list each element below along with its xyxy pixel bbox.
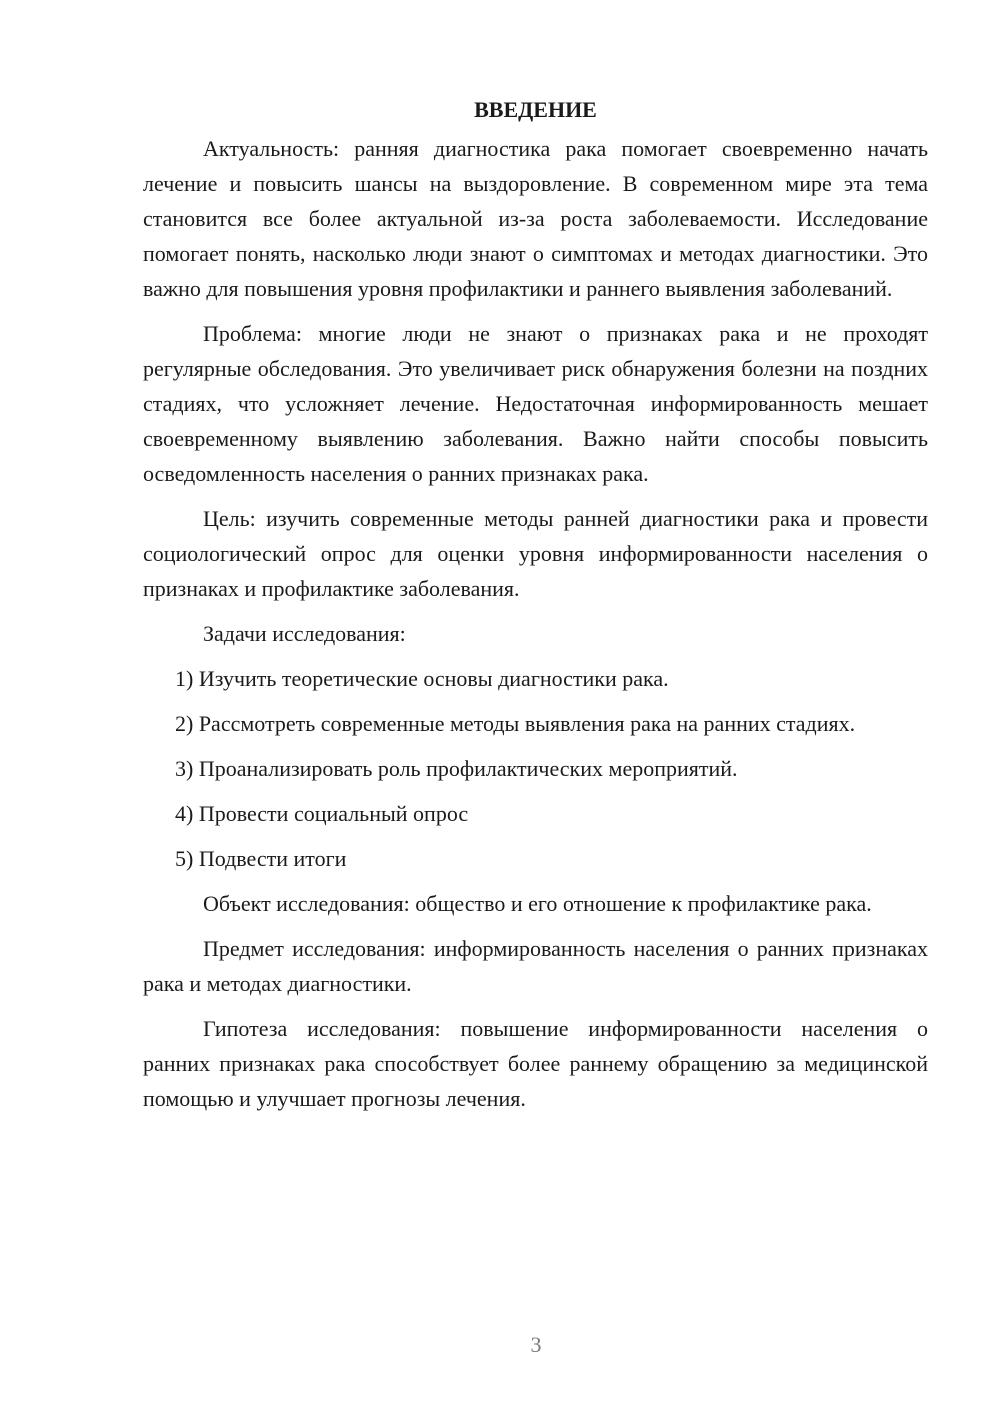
paragraph-relevance: Актуальность: ранняя диагностика рака помогает своевременно начать лечение и повысить шансы на выздоровление. В современном мире эта тема становится все более актуальной из-за роста заболеваемости. Исследование помогает понять, насколько люди знают о симптомах и методах диагностики. Это важно для повышения уровня профилактики и раннего выявления заболеваний. <box>143 136 928 301</box>
task-item-2: 2) Рассмотреть современные методы выявления рака на ранних стадиях. <box>175 711 856 736</box>
paragraph-goal: Цель: изучить современные методы ранней диагностики рака и провести социологический опрос для оценки уровня информированности населения о признаках и профилактике заболевания. <box>143 506 928 601</box>
task-item-1: 1) Изучить теоретические основы диагностики рака. <box>175 666 669 691</box>
task-item-5: 5) Подвести итоги <box>175 846 347 871</box>
page-number: 3 <box>530 1332 542 1357</box>
paragraph-subject: Предмет исследования: информированность населения о ранних признаках рака и методах диагностики. <box>143 936 928 996</box>
task-item-4: 4) Провести социальный опрос <box>175 801 469 826</box>
section-title: ВВЕДЕНИЕ <box>474 97 597 122</box>
task-item-3: 3) Проанализировать роль профилактических мероприятий. <box>175 756 738 781</box>
paragraph-hypothesis: Гипотеза исследования: повышение информированности населения о ранних признаках рака способствует более раннему обращению за медицинской помощью и улучшает прогнозы лечения. <box>143 1016 928 1111</box>
paragraph-problem: Проблема: многие люди не знают о признаках рака и не проходят регулярные обследования. Это увеличивает риск обнаружения болезни на поздних стадиях, что усложняет лечение. Недостаточная информированность мешает своевременному выявлению заболевания. Важно найти способы повысить осведомленность населения о ранних признаках рака. <box>143 321 928 486</box>
tasks-heading: Задачи исследования: <box>203 621 406 646</box>
document-page <box>143 92 928 1126</box>
paragraph-object: Объект исследования: общество и его отношение к профилактике рака. <box>203 891 872 916</box>
